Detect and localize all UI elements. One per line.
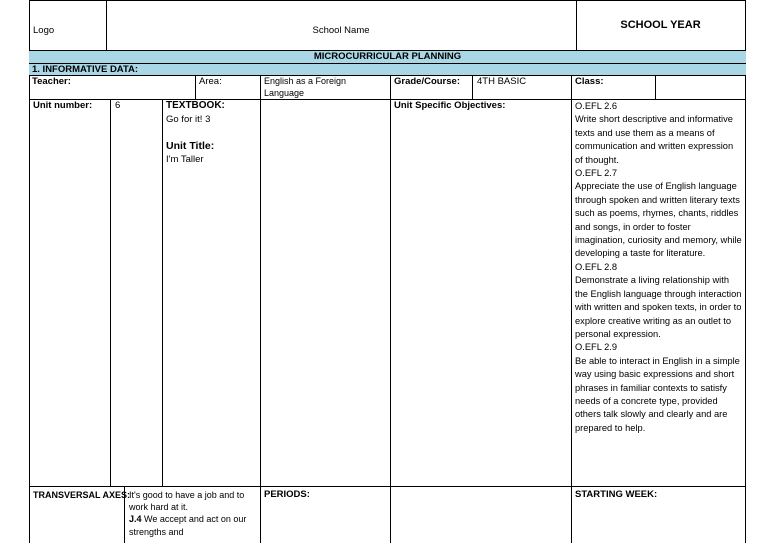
informative-data-heading: 1. INFORMATIVE DATA: bbox=[29, 64, 746, 75]
area-label: Area: bbox=[199, 76, 222, 87]
logo-placeholder: Logo bbox=[33, 25, 55, 36]
j4-text: We accept and act on our strengths and bbox=[129, 514, 247, 537]
unit-objectives-label: Unit Specific Objectives: bbox=[394, 100, 506, 111]
area-value: English as a Foreign Language bbox=[264, 76, 347, 98]
unit-objectives-text: O.EFL 2.6 Write short descriptive and informative texts and use them as a means of communication and written expression of thought. O.EFL 2.7 Appreciate the use of English language through spoken and written literary texts such as poems, rhymes, chants, riddles and songs, in order to foster imagination, curiosity and memory, while developing a taste for literature. O.EFL 2.8 Demonstrate a living relationship with the English language through interaction with written and spoken texts, in order to explore creative writing as an outlet to personal expression. O.EFL 2.9 Be able to interact in English in a simple way using basic expressions and short phrases in familiar contexts to satisfy needs of a concrete type, provided others talk slowly and clearly and are prepared to help. bbox=[575, 101, 742, 433]
unit-title-value: I'm Taller bbox=[166, 154, 204, 165]
unit-number-label: Unit number: bbox=[33, 100, 93, 111]
grade-course-label: Grade/Course: bbox=[394, 76, 460, 87]
transversal-axes-intro: It's good to have a job and to work hard at it. bbox=[129, 490, 245, 513]
transversal-axes-j4 bbox=[129, 513, 257, 537]
transversal-axes-label: TRANSVERSAL AXES: bbox=[33, 490, 131, 500]
school-name: School Name bbox=[312, 25, 370, 36]
unit-title-label: Unit Title: bbox=[166, 140, 215, 152]
grade-course-value: 4TH BASIC bbox=[477, 76, 527, 87]
teacher-label: Teacher: bbox=[32, 76, 71, 87]
textbook-label: TEXTBOOK: bbox=[166, 100, 225, 111]
transversal-axes-text bbox=[129, 489, 257, 538]
textbook-value: Go for it! 3 bbox=[166, 114, 211, 125]
school-year: SCHOOL YEAR bbox=[620, 19, 701, 31]
periods-label: PERIODS: bbox=[264, 489, 310, 500]
unit-number-value: 6 bbox=[115, 100, 121, 111]
microcurricular-planning-title: MICROCURRICULAR PLANNING bbox=[29, 51, 746, 63]
j4-code: J.4 bbox=[129, 514, 142, 525]
class-label: Class: bbox=[575, 76, 604, 87]
starting-week-label: STARTING WEEK: bbox=[575, 489, 658, 500]
